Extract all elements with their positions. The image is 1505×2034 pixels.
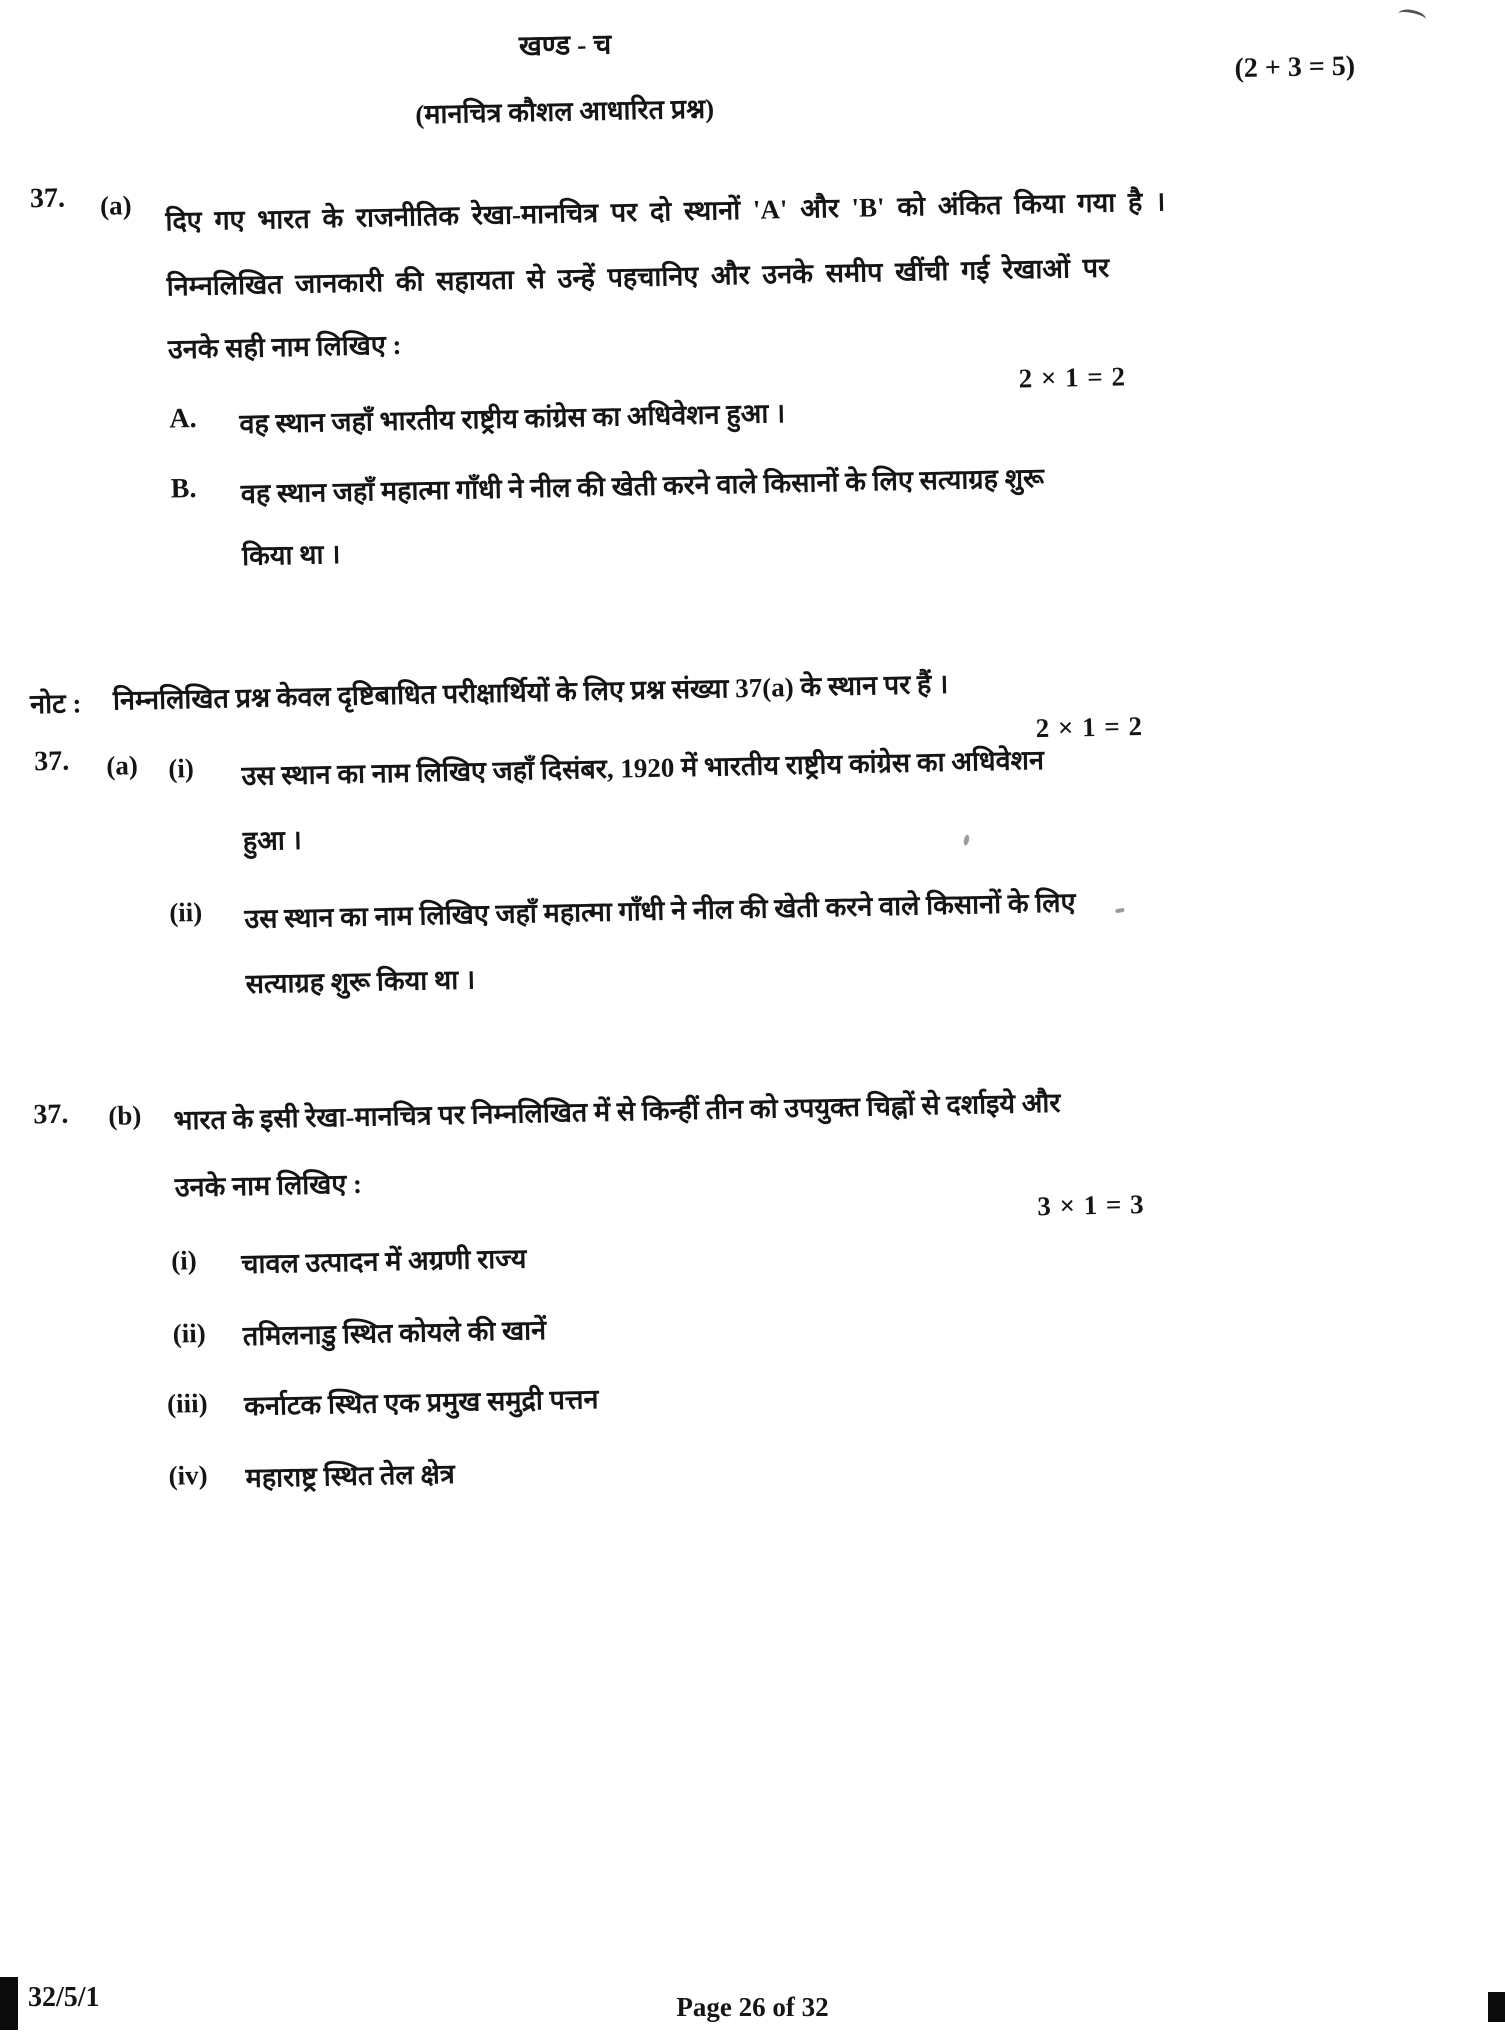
q37b-item2-text: तमिलनाडु स्थित कोयले की खानें bbox=[242, 1315, 547, 1352]
q37a-alt-part-label: (a) bbox=[106, 750, 139, 781]
section-total-marks: (2 + 3 = 5) bbox=[1234, 50, 1356, 85]
section-title: खण्ड - च bbox=[518, 29, 612, 63]
q37b-intro-line1: भारत के इसी रेखा-मानचित्र पर निम्नलिखित में से किन्हीं तीन को उपयुक्त चिह्नों से दर्शाइये और bbox=[173, 1087, 1061, 1136]
q37a-alt-item2-line2: सत्याग्रह शुरू किया था । bbox=[245, 964, 476, 1000]
q37b-item3-text: कर्नाटक स्थित एक प्रमुख समुद्री पत्तन bbox=[243, 1384, 599, 1422]
q37a-intro-line3: उनके सही नाम लिखिए : bbox=[167, 329, 402, 365]
q37b-item4-label: (iv) bbox=[168, 1459, 208, 1491]
q37b-part-label: (b) bbox=[108, 1100, 142, 1131]
q37a-alt-number: 37. bbox=[33, 745, 70, 778]
section-subtitle: (मानचित्र कौशल आधारित प्रश्न) bbox=[414, 93, 715, 130]
q37b-item2-label: (ii) bbox=[172, 1317, 207, 1349]
q37b-intro-line2: उनके नाम लिखिए : bbox=[174, 1168, 363, 1203]
q37a-alt-item1-line2: हुआ । bbox=[242, 824, 303, 857]
q37a-alt-item2-label: (ii) bbox=[168, 896, 203, 928]
q37a-itemB-label: B. bbox=[170, 472, 197, 505]
q37b-item1-text: चावल उत्पादन में अग्रणी राज्य bbox=[241, 1243, 527, 1280]
scan-speck bbox=[1115, 908, 1125, 913]
q37b-item4-text: महाराष्ट्र स्थित तेल क्षेत्र bbox=[245, 1458, 455, 1494]
q37a-intro-line2: निम्नलिखित जानकारी की सहायता से उन्हें पहचानिए और उनके समीप खींची गई रेखाओं पर bbox=[166, 252, 1110, 302]
scan-speck bbox=[963, 834, 970, 846]
note-label: नोट : bbox=[29, 688, 82, 720]
q37a-marks: 2 × 1 = 2 bbox=[1018, 361, 1127, 394]
note-text: निम्नलिखित प्रश्न केवल दृष्टिबाधित परीक्षार्थियों के लिए प्रश्न संख्या 37(a) के स्थान पर हैं । bbox=[112, 668, 949, 716]
q37a-part-label: (a) bbox=[99, 190, 132, 221]
q37b-item3-label: (iii) bbox=[166, 1387, 208, 1419]
note-marks: 2 × 1 = 2 bbox=[1035, 711, 1144, 744]
q37a-itemB-line1: वह स्थान जहाँ महात्मा गाँधी ने नील की खेती करने वाले किसानों के लिए सत्याग्रह शुरू bbox=[240, 462, 1045, 510]
page-indicator: Page 26 of 32 bbox=[676, 1992, 829, 2022]
q37b-marks: 3 × 1 = 3 bbox=[1037, 1189, 1145, 1222]
q37a-alt-item1-line1: उस स्थान का नाम लिखिए जहाँ दिसंबर, 1920 में भारतीय राष्ट्रीय कांग्रेस का अधिवेशन bbox=[241, 745, 1045, 792]
q37a-alt-item1-label: (i) bbox=[168, 753, 195, 784]
q37a-itemA-text: वह स्थान जहाँ भारतीय राष्ट्रीय कांग्रेस का अधिवेशन हुआ । bbox=[239, 398, 786, 440]
paper-code: 32/5/1 bbox=[28, 1982, 100, 2013]
footer-right-black-bar bbox=[1488, 1992, 1505, 2022]
q37a-number: 37. bbox=[29, 182, 66, 215]
q37a-intro-line1: दिए गए भारत के राजनीतिक रेखा-मानचित्र पर दो स्थानों 'A' और 'B' को अंकित किया गया है । bbox=[165, 186, 1166, 237]
q37a-itemA-label: A. bbox=[169, 402, 197, 435]
q37a-alt-item2-line1: उस स्थान का नाम लिखिए जहाँ महात्मा गाँधी ने नील की खेती करने वाले किसानों के लिए bbox=[244, 887, 1076, 935]
q37a-itemB-line2: किया था । bbox=[241, 539, 341, 572]
q37b-number: 37. bbox=[32, 1098, 69, 1131]
q37b-item1-label: (i) bbox=[170, 1245, 198, 1276]
